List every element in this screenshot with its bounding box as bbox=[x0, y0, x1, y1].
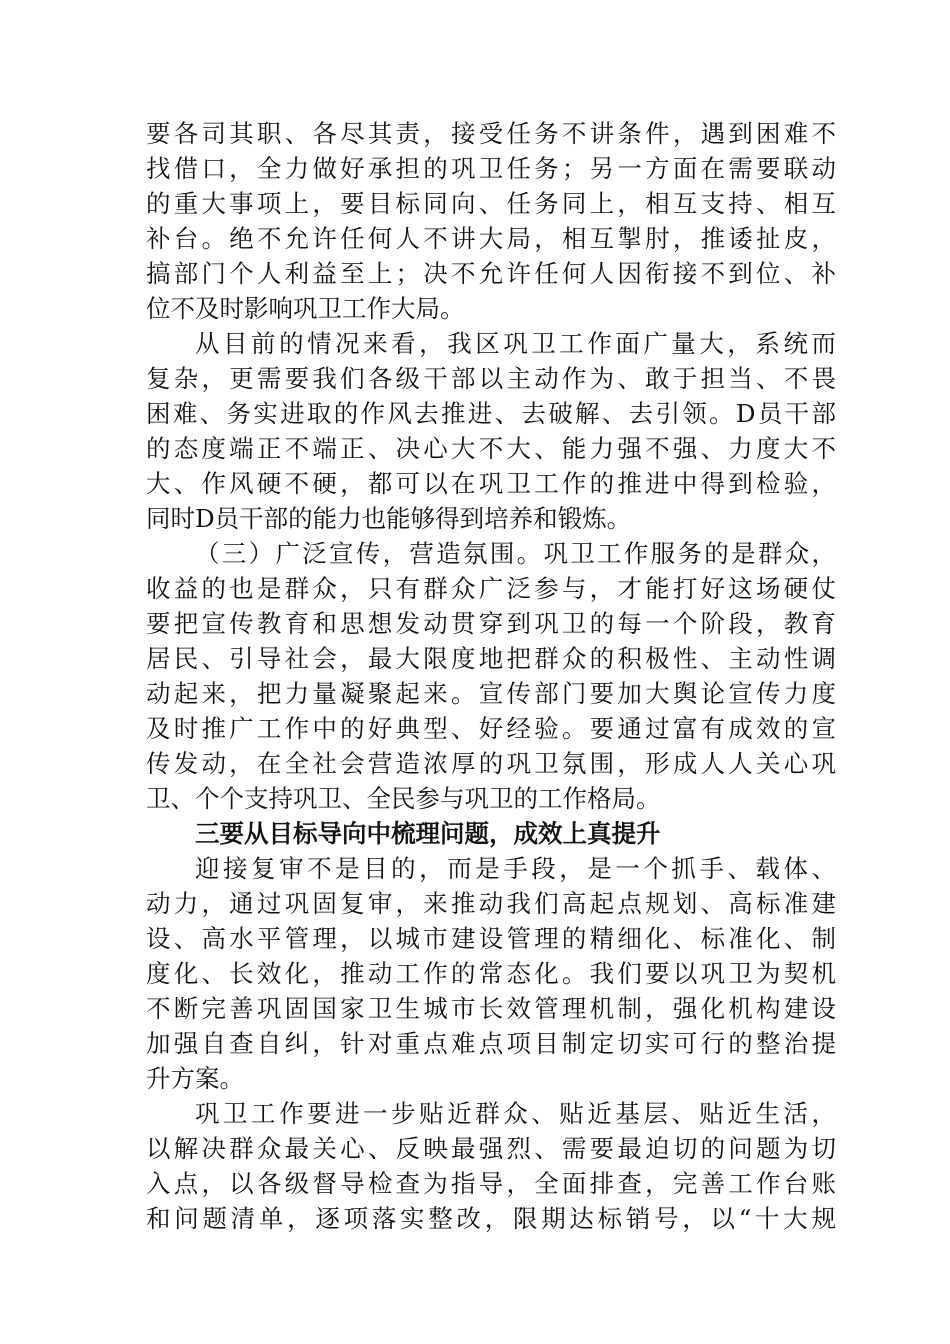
text-line: 升方案。 bbox=[146, 1064, 244, 1093]
text-line: 同时D员干部的能力也能够得到培养和锻炼。 bbox=[146, 504, 632, 533]
text-line: 收益的也是群众，只有群众广泛参与，才能打好这场硬仗 bbox=[146, 574, 836, 603]
paragraph-first-line: 迎接复审不是目的，而是手段，是一个抓手、载体、 bbox=[195, 854, 836, 883]
text-line: 的态度端正不端正、决心大不大、能力强不强、力度大不 bbox=[146, 434, 836, 463]
text-line: 动起来，把力量凝聚起来。宣传部门要加大舆论宣传力度 bbox=[146, 679, 836, 708]
text-line: 搞部门个人利益至上；决不允许任何人因衔接不到位、补 bbox=[146, 259, 836, 288]
text-line: 要各司其职、各尽其责，接受任务不讲条件，遇到困难不 bbox=[146, 119, 836, 148]
paragraph-first-line: 巩卫工作要进一步贴近群众、贴近基层、贴近生活， bbox=[195, 1099, 836, 1128]
text-line: 设、高水平管理，以城市建设管理的精细化、标准化、制 bbox=[146, 924, 836, 953]
text-line: 要把宣传教育和思想发动贯穿到巩卫的每一个阶段，教育 bbox=[146, 609, 836, 638]
text-line: 动力，通过巩固复审，来推动我们高起点规划、高标准建 bbox=[146, 889, 836, 918]
text-line: 找借口，全力做好承担的巩卫任务；另一方面在需要联动 bbox=[146, 154, 836, 183]
text-line: 复杂，更需要我们各级干部以主动作为、敢于担当、不畏 bbox=[146, 364, 836, 393]
text-line: 居民、引导社会，最大限度地把群众的积极性、主动性调 bbox=[146, 644, 836, 673]
text-line: 困难、务实进取的作风去推进、去破解、去引领。D员干部 bbox=[146, 399, 836, 428]
text-line: 传发动，在全社会营造浓厚的巩卫氛围，形成人人关心巩 bbox=[146, 749, 836, 778]
text-line: 的重大事项上，要目标同向、任务同上，相互支持、相互 bbox=[146, 189, 836, 218]
text-line: 度化、长效化，推动工作的常态化。我们要以巩卫为契机 bbox=[146, 959, 836, 988]
section-heading: 三要从目标导向中梳理问题，成效上真提升 bbox=[195, 819, 661, 848]
text-line: 及时推广工作中的好典型、好经验。要通过富有成效的宣 bbox=[146, 714, 836, 743]
text-line: 补台。绝不允许任何人不讲大局，相互掣肘，推诿扯皮， bbox=[146, 224, 836, 253]
paragraph-first-line: （三）广泛宣传，营造氛围。巩卫工作服务的是群众， bbox=[195, 539, 836, 568]
text-line: 大、作风硬不硬，都可以在巩卫工作的推进中得到检验， bbox=[146, 469, 836, 498]
text-line: 不断完善巩固国家卫生城市长效管理机制，强化机构建设 bbox=[146, 994, 836, 1023]
text-line: 入点，以各级督导检查为指导，全面排查，完善工作台账 bbox=[146, 1169, 836, 1198]
text-line: 位不及时影响巩卫工作大局。 bbox=[146, 294, 465, 323]
paragraph-first-line: 从目前的情况来看，我区巩卫工作面广量大，系统而 bbox=[195, 329, 836, 358]
text-line: 和问题清单，逐项落实整改，限期达标销号，以“十大规 bbox=[146, 1204, 836, 1233]
text-line: 卫、个个支持巩卫、全民参与巩卫的工作格局。 bbox=[146, 784, 661, 813]
text-line: 以解决群众最关心、反映最强烈、需要最迫切的问题为切 bbox=[146, 1134, 836, 1163]
text-line: 加强自查自纠，针对重点难点项目制定切实可行的整治提 bbox=[146, 1029, 836, 1058]
